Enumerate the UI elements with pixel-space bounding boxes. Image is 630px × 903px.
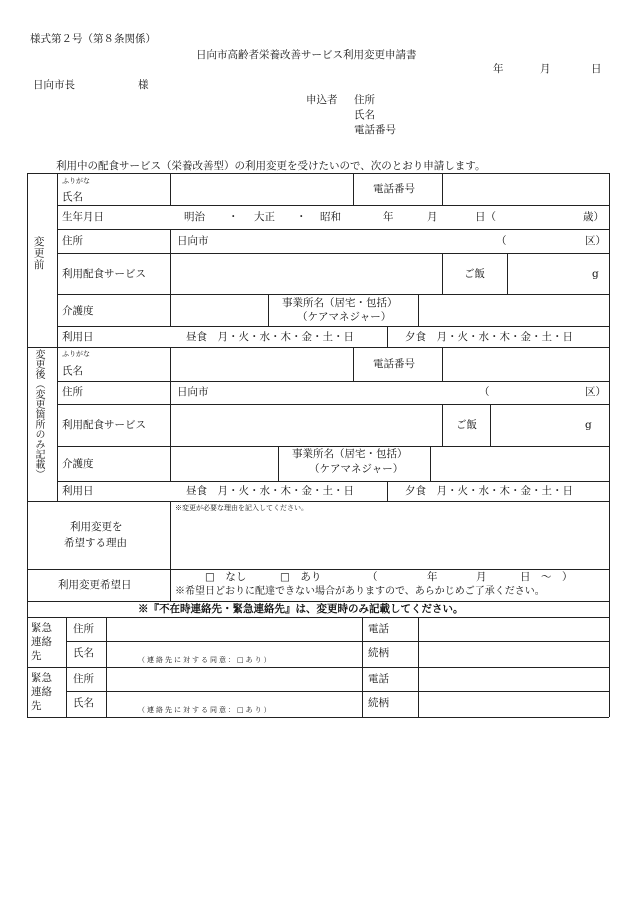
after-furigana-label: ふりがな bbox=[62, 350, 90, 358]
after-phone-label: 電話番号 bbox=[373, 358, 415, 370]
before-care-manager: （ケアマネジャー） bbox=[297, 311, 392, 323]
intro-text: 利用中の配食サービス（栄養改善型）の利用変更を受けたいので、次のとおり申請します。 bbox=[56, 160, 486, 172]
desired-day: 日 ～ ） bbox=[520, 571, 573, 583]
before-address-label: 住所 bbox=[62, 235, 83, 247]
desired-year: 年 bbox=[427, 571, 438, 583]
addressee: 日向市長 bbox=[33, 79, 75, 91]
emergency2-consent[interactable]: （連絡先に対する同意：□あり） bbox=[138, 706, 273, 714]
before-section-label: 変更前 bbox=[32, 236, 45, 271]
before-age: 歳） bbox=[583, 211, 604, 223]
after-office-label: 事業所名（居宅・包括） bbox=[292, 448, 408, 460]
after-care-manager: （ケアマネジャー） bbox=[309, 463, 404, 475]
before-furigana-label: ふりがな bbox=[62, 177, 90, 185]
before-birth-month: 月 bbox=[427, 211, 438, 223]
after-ward-open: （ bbox=[479, 386, 490, 398]
date-month-label: 月 bbox=[540, 63, 551, 75]
before-era-showa[interactable]: 昭和 bbox=[320, 211, 341, 223]
before-ward-open: （ bbox=[496, 235, 507, 247]
form-title: 日向市高齢者栄養改善サービス利用変更申請書 bbox=[196, 49, 417, 61]
applicant-address-label: 住所 bbox=[354, 94, 375, 106]
reason-note: ※変更が必要な理由を記入してください。 bbox=[175, 504, 308, 512]
emergency1-phone-label: 電話 bbox=[368, 623, 389, 635]
applicant-name-label: 氏名 bbox=[354, 109, 375, 121]
desired-yes-option[interactable]: □ あり bbox=[280, 571, 322, 583]
after-lunch-days[interactable]: 昼食 月・火・水・木・金・土・日 bbox=[186, 485, 354, 497]
before-name-label: 氏名 bbox=[62, 191, 83, 203]
before-rice-label: ご飯 bbox=[464, 268, 485, 280]
emergency1-consent[interactable]: （連絡先に対する同意：□あり） bbox=[138, 656, 273, 664]
reason-label-line2: 希望する理由 bbox=[64, 537, 127, 549]
reason-input[interactable] bbox=[172, 513, 606, 567]
emergency-group-label-2: 緊急連絡先 bbox=[31, 672, 52, 713]
after-ward: 区） bbox=[585, 386, 606, 398]
reason-label-line1: 利用変更を bbox=[70, 521, 123, 533]
emergency1-name-label: 氏名 bbox=[73, 647, 94, 659]
desired-open-paren: （ bbox=[367, 571, 378, 583]
after-rice-label: ご飯 bbox=[456, 419, 477, 431]
before-birth-year: 年 bbox=[383, 211, 394, 223]
addressee-honorific: 様 bbox=[138, 79, 149, 91]
after-city: 日向市 bbox=[177, 386, 209, 398]
emergency2-name-label: 氏名 bbox=[73, 697, 94, 709]
before-office-label: 事業所名（居宅・包括） bbox=[282, 297, 398, 309]
applicant-label: 申込者 bbox=[306, 94, 338, 106]
after-section-label: 変更後（変更箇所のみ記載） bbox=[33, 349, 44, 479]
before-birth-day: 日（ bbox=[475, 211, 496, 223]
before-dinner-days[interactable]: 夕食 月・火・水・木・金・土・日 bbox=[405, 331, 573, 343]
before-care-label: 介護度 bbox=[62, 305, 94, 317]
before-ward: 区） bbox=[585, 235, 606, 247]
before-days-label: 利用日 bbox=[62, 331, 94, 343]
applicant-phone-label: 電話番号 bbox=[354, 124, 396, 136]
desired-none-option[interactable]: □ なし bbox=[205, 571, 247, 583]
before-dot-2: ・ bbox=[296, 211, 307, 223]
before-lunch-days[interactable]: 昼食 月・火・水・木・金・土・日 bbox=[186, 331, 354, 343]
emergency1-relation-label: 続柄 bbox=[368, 647, 389, 659]
before-phone-label: 電話番号 bbox=[373, 183, 415, 195]
emergency1-address-label: 住所 bbox=[73, 623, 94, 635]
after-care-label: 介護度 bbox=[62, 458, 94, 470]
desired-month: 月 bbox=[476, 571, 487, 583]
desired-date-note: ※希望日どおりに配達できない場合がありますので、あらかじめご了承ください。 bbox=[175, 586, 545, 597]
emergency-notice: ※『不在時連絡先・緊急連絡先』は、変更時のみ記載してください。 bbox=[138, 603, 464, 615]
after-name-label: 氏名 bbox=[62, 365, 83, 377]
before-gram: g bbox=[592, 268, 599, 280]
before-dot-1: ・ bbox=[228, 211, 239, 223]
after-address-label: 住所 bbox=[62, 386, 83, 398]
before-service-label: 利用配食サービス bbox=[62, 268, 146, 280]
desired-date-label: 利用変更希望日 bbox=[58, 579, 132, 591]
before-era-taisho[interactable]: 大正 bbox=[254, 211, 275, 223]
emergency-group-label-1: 緊急連絡先 bbox=[31, 622, 52, 663]
after-dinner-days[interactable]: 夕食 月・火・水・木・金・土・日 bbox=[405, 485, 573, 497]
date-year-label: 年 bbox=[493, 63, 504, 75]
emergency2-address-label: 住所 bbox=[73, 673, 94, 685]
emergency2-relation-label: 続柄 bbox=[368, 697, 389, 709]
date-day-label: 日 bbox=[591, 63, 602, 75]
form-number: 様式第２号（第８条関係） bbox=[30, 33, 156, 45]
after-service-label: 利用配食サービス bbox=[62, 419, 146, 431]
before-city: 日向市 bbox=[177, 235, 209, 247]
before-birth-label: 生年月日 bbox=[62, 211, 104, 223]
emergency2-phone-label: 電話 bbox=[368, 673, 389, 685]
before-era-meiji[interactable]: 明治 bbox=[184, 211, 205, 223]
after-days-label: 利用日 bbox=[62, 485, 94, 497]
after-gram: g bbox=[585, 419, 592, 431]
